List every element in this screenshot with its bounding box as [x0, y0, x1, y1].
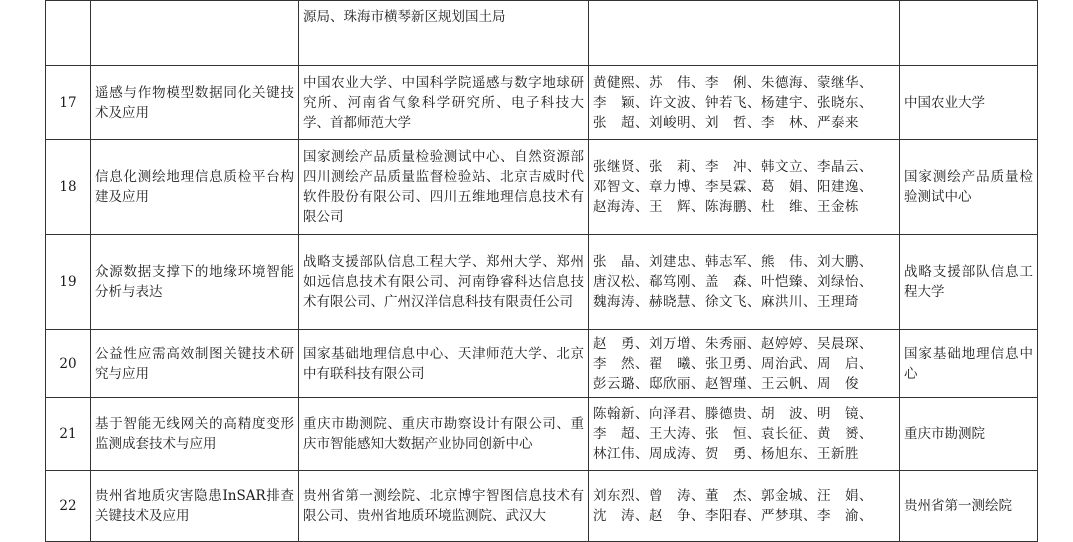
row-number [46, 1, 91, 66]
table-row [46, 330, 1038, 398]
awards-table [45, 0, 1038, 542]
people-line: 张继贤、张 莉、李 冲、韩文立、李晶云、 [593, 159, 873, 175]
people-line: 林江伟、周成涛、贺 勇、杨旭东、王新胜 [593, 446, 859, 462]
people-line: 刘东烈、曾 涛、董 杰、郭金城、汪 娟、 [593, 488, 873, 504]
lead-unit: 战略支援部队信息工程大学 [900, 235, 1038, 330]
row-number: 19 [46, 235, 91, 330]
project-title: 信息化测绘地理信息质检平台构建及应用 [91, 140, 299, 235]
completing-units: 国家测绘产品质量检验测试中心、自然资源部四川测绘产品质量监督检验站、北京吉威时代软件股份有限公司、四川五维地理信息技术有限公司 [299, 140, 589, 235]
completing-people [589, 235, 900, 330]
people-line: 唐汉松、郗笃刚、盖 森、叶恺臻、刘绿怡、 [593, 274, 873, 290]
project-title: 众源数据支撑下的地缘环境智能分析与表达 [91, 235, 299, 330]
people-line: 陈翰新、向泽君、滕德贵、胡 波、明 镜、 [593, 406, 873, 422]
row-number: 17 [46, 66, 91, 140]
people-line: 邓智文、章力博、李昊霖、葛 娟、阳建逸、 [593, 179, 873, 195]
project-title: 公益性应需高效制图关键技术研究与应用 [91, 330, 299, 398]
completing-people [589, 398, 900, 471]
table-row [46, 66, 1038, 140]
row-number: 20 [46, 330, 91, 398]
people-line: 李 颖、许文波、钟若飞、杨建宇、张晓东、 [593, 94, 873, 111]
lead-unit: 国家基础地理信息中心 [900, 330, 1038, 398]
people-line: 魏海涛、赫晓慧、徐文飞、麻洪川、王理琦 [593, 294, 859, 310]
people-line: 黄健熙、苏 伟、李 俐、朱德海、蒙继华、 [593, 74, 873, 91]
project-title: 贵州省地质灾害隐患InSAR排查关键技术及应用 [91, 471, 299, 542]
completing-units: 贵州省第一测绘院、北京博宇智图信息技术有限公司、贵州省地质环境监测院、武汉大 [299, 471, 589, 542]
people-line: 李 超、王大涛、张 恒、袁长征、黄 赟、 [593, 426, 873, 442]
project-title: 遥感与作物模型数据同化关键技术及应用 [91, 66, 299, 140]
lead-unit: 贵州省第一测绘院 [900, 471, 1038, 542]
people-line: 张 超、刘峻明、刘 哲、李 林、严泰来 [593, 114, 859, 131]
lead-unit: 中国农业大学 [900, 66, 1038, 140]
completing-people [589, 140, 900, 235]
completing-units: 中国农业大学、中国科学院遥感与数字地球研究所、河南省气象科学研究所、电子科技大学、首都师范大学 [299, 66, 589, 140]
people-line: 李 然、翟 曦、张卫勇、周治武、周 启、 [593, 355, 873, 372]
people-line: 沈 涛、赵 争、李阳春、严梦琪、李 渝、 [593, 508, 873, 524]
project-title [91, 1, 299, 66]
table-row [46, 140, 1038, 235]
table-row [46, 471, 1038, 542]
people-line: 张 晶、刘建忠、韩志军、熊 伟、刘大鹏、 [593, 254, 873, 270]
people-line: 彭云璐、邸欣丽、赵智瑾、王云帆、周 俊 [593, 375, 859, 392]
completing-people [589, 471, 900, 542]
completing-units: 国家基础地理信息中心、天津师范大学、北京中有联科技有限公司 [299, 330, 589, 398]
lead-unit [900, 1, 1038, 66]
table-row [46, 1, 1038, 66]
completing-people [589, 330, 900, 398]
people-line: 赵海涛、王 辉、陈海鹏、杜 维、王金栋 [593, 199, 859, 215]
row-number: 21 [46, 398, 91, 471]
completing-units: 源局、珠海市横琴新区规划国土局 [299, 1, 589, 66]
row-number: 18 [46, 140, 91, 235]
table-row [46, 398, 1038, 471]
completing-units: 战略支援部队信息工程大学、郑州大学、郑州如远信息技术有限公司、河南铮睿科达信息技术有限公司、广州汉洋信息科技有限责任公司 [299, 235, 589, 330]
lead-unit: 重庆市勘测院 [900, 398, 1038, 471]
completing-units: 重庆市勘测院、重庆市勘察设计有限公司、重庆市智能感知大数据产业协同创新中心 [299, 398, 589, 471]
project-title: 基于智能无线网关的高精度变形监测成套技术与应用 [91, 398, 299, 471]
table-row [46, 235, 1038, 330]
row-number: 22 [46, 471, 91, 542]
lead-unit: 国家测绘产品质量检验测试中心 [900, 140, 1038, 235]
people-line: 赵 勇、刘万增、朱秀丽、赵婷婷、吴晨琛、 [593, 335, 873, 352]
completing-people [589, 1, 900, 66]
completing-people [589, 66, 900, 140]
